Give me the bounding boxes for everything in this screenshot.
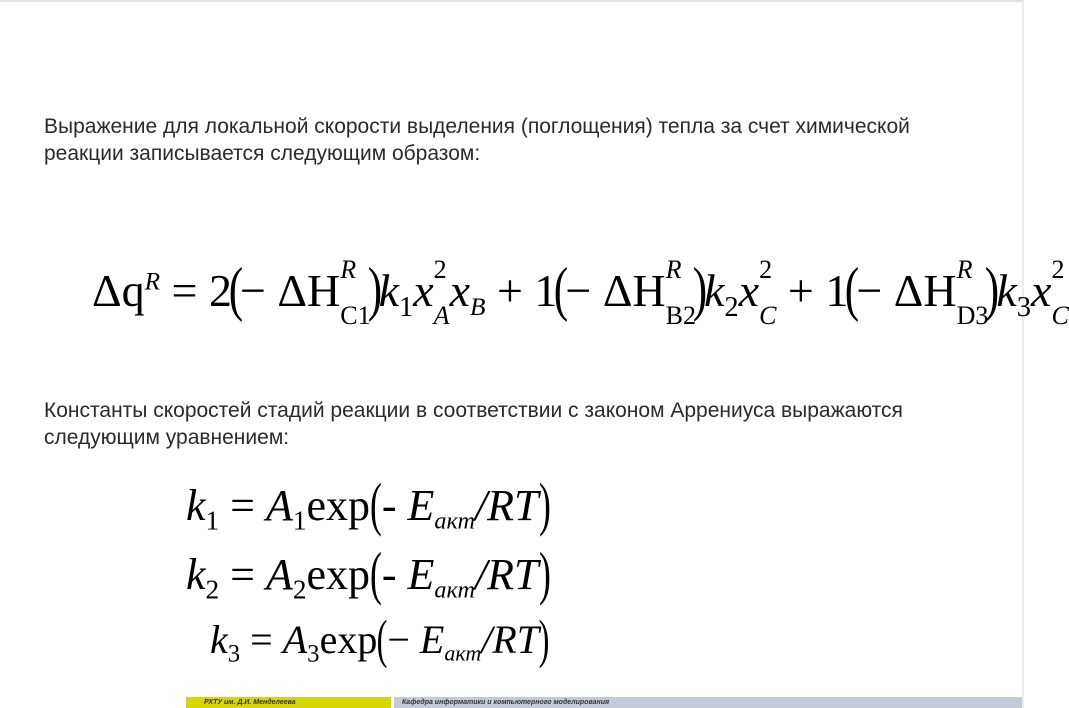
xc2-indices: [1051, 255, 1069, 331]
a-symbol: A: [282, 617, 308, 662]
xa-sub: A: [433, 301, 450, 331]
k-symbol: k: [186, 481, 206, 530]
minus-delta-h-2: − ΔH: [565, 265, 666, 316]
x-symbol: x: [1031, 265, 1052, 316]
delta-q-symbol: Δq: [92, 265, 145, 316]
a-symbol: A: [266, 550, 293, 599]
term2-sub: B2: [665, 301, 696, 331]
term1-sub: C1: [340, 301, 371, 331]
e-subscript: акт: [434, 507, 475, 535]
x-symbol: x: [413, 265, 434, 316]
close-paren: ): [538, 609, 550, 669]
rt-term: /RT: [474, 550, 539, 599]
equals-sign: =: [160, 265, 209, 316]
e-symbol: E: [407, 550, 435, 599]
open-paren: (: [228, 256, 244, 322]
coefficient-1: 2: [209, 265, 232, 316]
e-symbol: E: [407, 481, 435, 530]
plus-sign: +: [776, 265, 826, 316]
minus-delta-h-1: − ΔH: [239, 265, 341, 316]
k-index: 2: [205, 574, 220, 605]
arrhenius-paragraph: Константы скоростей стадий реакции в соответствии с законом Аррениуса выражаются следующим уравнением:: [44, 399, 903, 449]
equals-sign: =: [219, 481, 266, 530]
xa-square: 2: [433, 255, 447, 285]
exp-function: exp: [306, 481, 371, 530]
heat-rate-equation: [92, 252, 1069, 331]
close-paren: ): [985, 256, 1000, 322]
minus-sign: −: [387, 617, 420, 662]
k2-symbol: k: [703, 265, 725, 316]
open-paren: (: [370, 540, 382, 606]
term1-indices: [340, 255, 371, 331]
a-index: 1: [292, 505, 307, 536]
exp-function: exp: [306, 550, 371, 599]
k3-symbol: k: [996, 265, 1017, 316]
arrhenius-equation-2: [186, 535, 550, 606]
coefficient-2: 1: [534, 265, 558, 316]
exp-function: exp: [319, 617, 378, 662]
minus-sign: -: [381, 550, 408, 599]
intro-paragraph: Выражение для локальной скорости выделения (поглощения) тепла за счет химической реакции записывается следующим образом:: [44, 115, 910, 165]
close-paren: ): [538, 471, 551, 537]
e-subscript: акт: [434, 576, 475, 604]
a-index: 3: [307, 640, 320, 668]
xa-indices: [433, 255, 450, 331]
k3-index: 3: [1016, 291, 1032, 323]
footer-university: РХТУ им. Д.И. Менделеева: [186, 697, 391, 708]
arrhenius-equation-1: [186, 466, 550, 537]
k1-index: 1: [398, 291, 414, 323]
plus-sign: +: [485, 265, 535, 316]
rt-term: /RT: [481, 617, 540, 662]
term2-sup: R: [665, 255, 682, 285]
arrhenius-equation-3: [210, 604, 549, 669]
term1-sup: R: [340, 255, 357, 285]
a-symbol: A: [266, 481, 293, 530]
close-paren: ): [692, 256, 708, 322]
e-subscript: акт: [444, 640, 482, 666]
open-paren: (: [376, 609, 388, 669]
rt-term: /RT: [474, 481, 539, 530]
minus-delta-h-3: − ΔH: [856, 265, 957, 316]
xc2-sub: C: [1051, 301, 1069, 331]
x-symbol: x: [449, 265, 470, 316]
term3-indices: [956, 255, 989, 331]
xc-square: 2: [759, 255, 773, 285]
xb-sub: B: [469, 292, 486, 321]
coefficient-3: 1: [825, 265, 849, 316]
k-index: 1: [205, 505, 220, 536]
close-paren: ): [367, 256, 382, 322]
open-paren: (: [845, 256, 860, 322]
e-symbol: E: [419, 617, 445, 662]
open-paren: (: [554, 256, 569, 322]
k2-index: 2: [724, 291, 739, 323]
top-border: [0, 0, 1024, 2]
k-index: 3: [227, 640, 241, 668]
equals-sign: =: [219, 550, 266, 599]
term2-indices: [665, 255, 696, 331]
xc-indices: [759, 255, 777, 331]
footer-department: Кафедра информатики и компьютерного моделирования: [394, 697, 1022, 708]
term3-sup: R: [956, 255, 973, 285]
term3-sub: D3: [956, 301, 989, 331]
open-paren: (: [370, 471, 382, 537]
equals-sign: =: [240, 617, 283, 662]
k-symbol: k: [210, 617, 228, 662]
xc2-square: 2: [1051, 255, 1065, 285]
close-paren: ): [538, 540, 551, 606]
x-symbol: x: [738, 265, 760, 316]
k-symbol: k: [186, 550, 206, 599]
a-index: 2: [292, 574, 307, 605]
k1-symbol: k: [378, 265, 399, 316]
right-border: [1022, 0, 1024, 708]
minus-sign: -: [381, 481, 408, 530]
lhs-superscript: R: [144, 267, 161, 296]
xc-sub: C: [759, 301, 777, 331]
